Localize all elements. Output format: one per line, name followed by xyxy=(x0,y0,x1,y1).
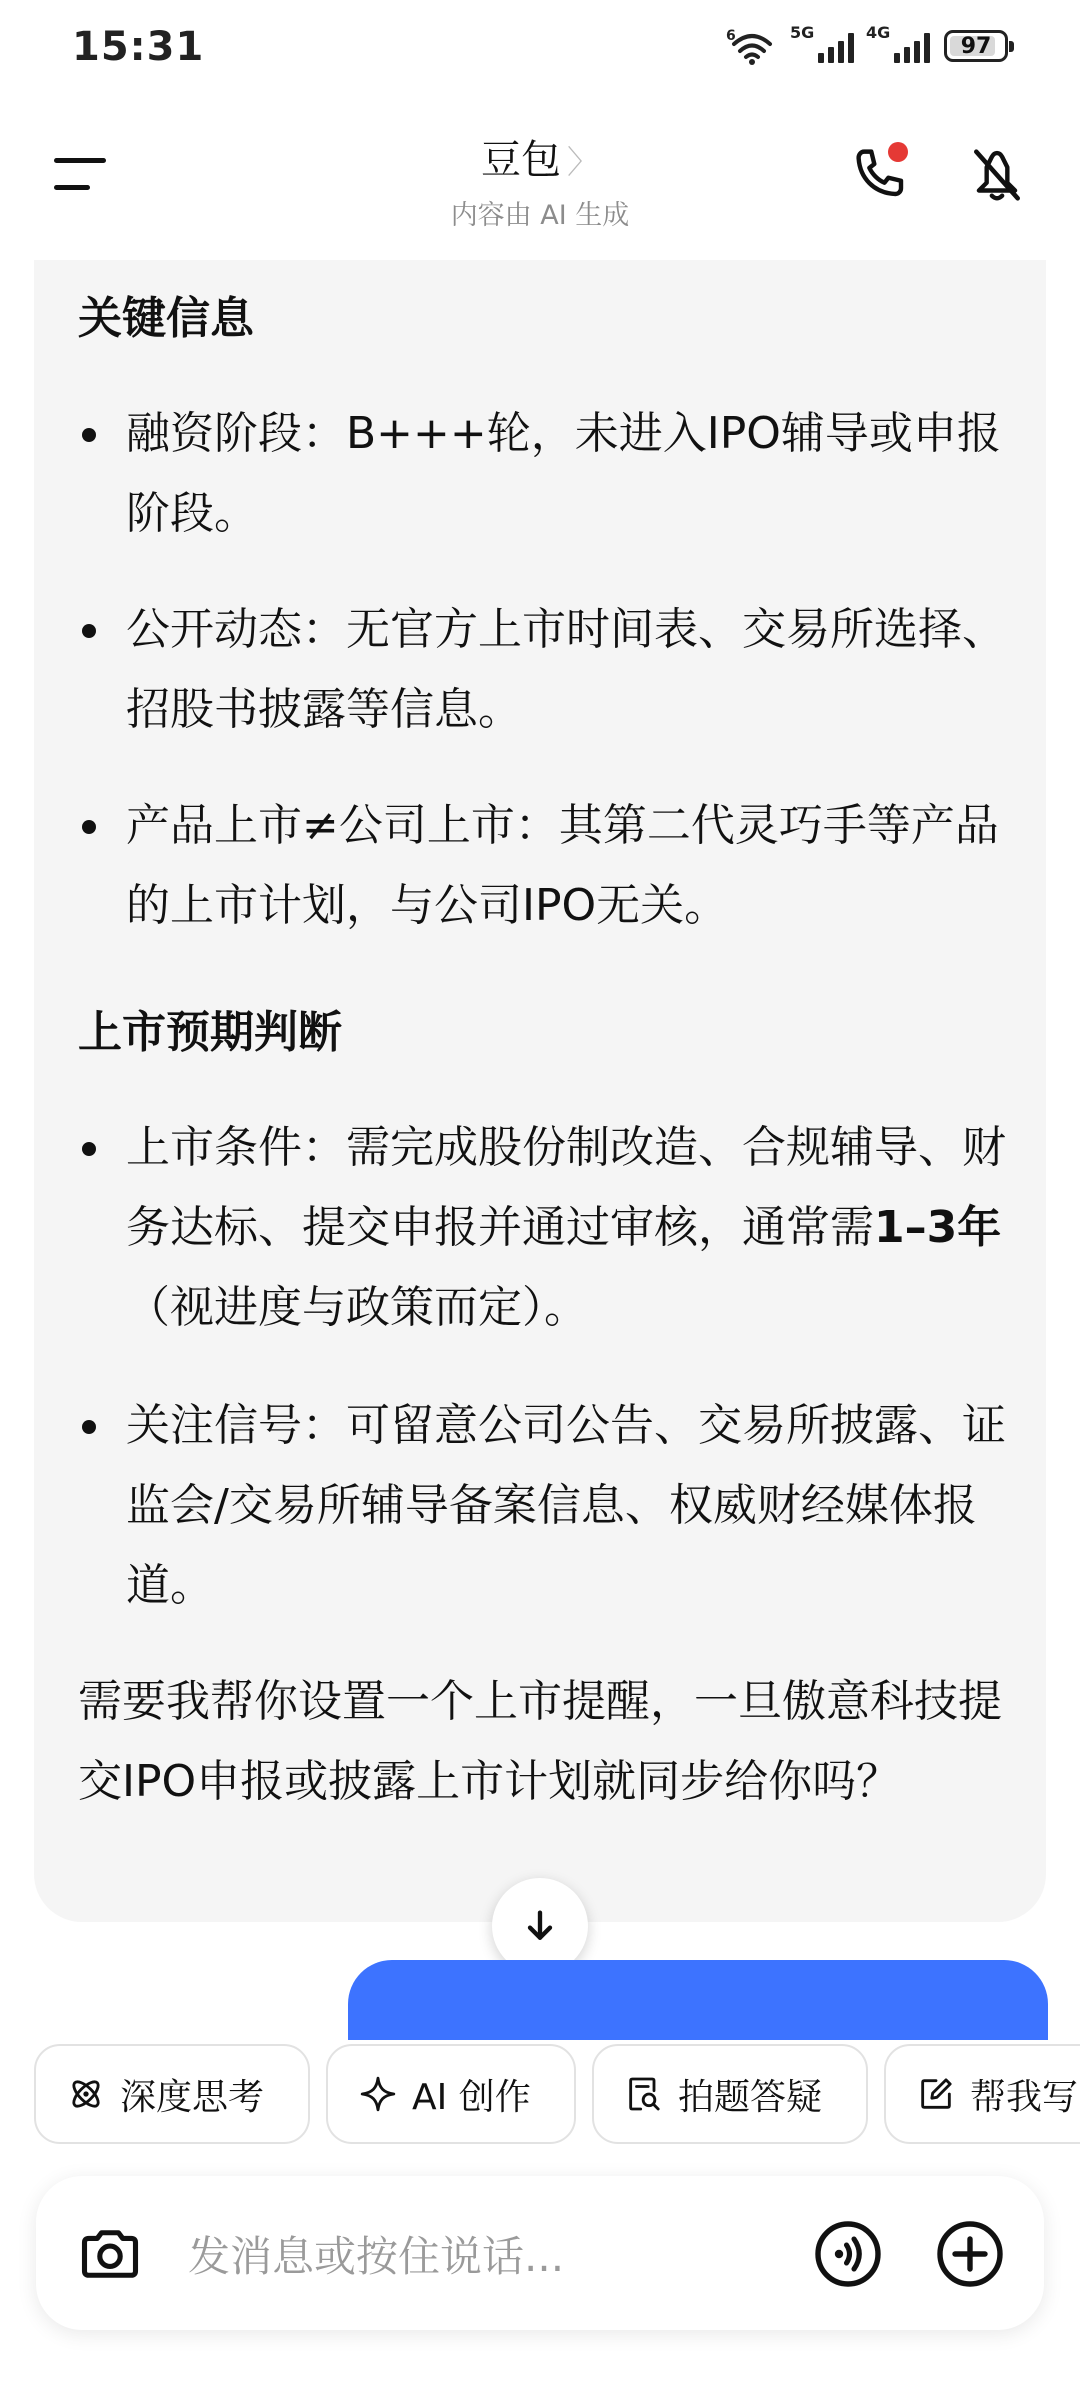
net-4g-label: 4G xyxy=(866,23,891,42)
bullet xyxy=(82,1420,96,1434)
section-title-key-info: 关键信息 xyxy=(78,293,254,344)
list-item xyxy=(78,590,1018,750)
closing-question: 需要我帮你设置一个上市提醒，一旦傲意科技提交IPO申报或披露上市计划就同步给你吗？ xyxy=(78,1676,1002,1807)
status-icons xyxy=(726,23,1008,66)
quick-action-label: AI 创作 xyxy=(412,2076,531,2118)
wifi-label: 6 xyxy=(726,28,736,44)
list-item xyxy=(78,394,1018,554)
signal-4g-icon xyxy=(866,23,930,63)
list-item-text: 公开动态：无官方上市时间表、交易所选择、招股书披露等信息。 xyxy=(126,604,1006,735)
message-input[interactable]: 发消息或按住说话... xyxy=(188,2232,565,2281)
camera-icon[interactable] xyxy=(76,2220,144,2288)
quick-action-photo-question[interactable] xyxy=(592,2044,868,2144)
wifi-icon xyxy=(726,26,778,66)
quick-action-help-write[interactable] xyxy=(884,2044,1080,2144)
doc-search-icon xyxy=(624,2074,664,2114)
chat-title[interactable] xyxy=(0,128,1080,185)
list-item xyxy=(78,786,1018,946)
quick-action-label: 深度思考 xyxy=(120,2076,265,2118)
bot-name: 豆包 xyxy=(480,137,561,183)
quick-action-label: 帮我写 xyxy=(970,2076,1079,2118)
atom-icon xyxy=(66,2074,106,2114)
chevron-right-icon: 〉 xyxy=(566,143,599,181)
net-5g-label: 5G xyxy=(790,23,815,42)
user-message-bubble[interactable] xyxy=(348,1960,1048,2040)
list-item-text: 上市条件：需完成股份制改造、合规辅导、财务达标、提交申报并通过审核，通常需1–3年（视进度与政策而定）。 xyxy=(126,1122,1006,1333)
bullet xyxy=(82,1142,96,1156)
voice-call-icon[interactable] xyxy=(812,2218,884,2290)
signal-5g-icon xyxy=(790,23,854,63)
list-item xyxy=(78,1108,1018,1348)
quick-actions-bar xyxy=(34,2044,1080,2148)
edit-icon xyxy=(916,2074,956,2114)
chat-header xyxy=(0,100,1080,260)
highlight-duration: 1–3年 xyxy=(874,1202,1002,1253)
quick-action-deep-think[interactable] xyxy=(34,2044,310,2144)
ai-disclaimer: 内容由 AI 生成 xyxy=(450,200,630,231)
list-item-text: 产品上市≠公司上市：其第二代灵巧手等产品的上市计划，与公司IPO无关。 xyxy=(126,800,999,931)
list-item-text: 关注信号：可留意公司公告、交易所披露、证监会/交易所辅导备案信息、权威财经媒体报道。 xyxy=(126,1400,1006,1611)
status-time: 15:31 xyxy=(72,24,205,70)
bullet xyxy=(82,820,96,834)
bullet xyxy=(82,428,96,442)
bot-message-card xyxy=(34,260,1046,1922)
bullet xyxy=(82,624,96,638)
speaker-mute-icon[interactable] xyxy=(966,144,1028,206)
chat-title-block[interactable] xyxy=(0,128,1080,232)
section-title-ipo-outlook: 上市预期判断 xyxy=(78,1007,342,1058)
list-item-text: 融资阶段：B+++轮，未进入IPO辅导或申报阶段。 xyxy=(126,408,1001,539)
list-item xyxy=(78,1386,1018,1626)
sparkle-icon xyxy=(358,2074,398,2114)
battery-icon xyxy=(944,30,1008,62)
battery-level: 97 xyxy=(960,33,992,59)
quick-action-ai-create[interactable] xyxy=(326,2044,576,2144)
status-bar xyxy=(0,0,1080,100)
quick-action-label: 拍题答疑 xyxy=(678,2076,823,2118)
message-input-bar[interactable] xyxy=(36,2176,1044,2330)
arrow-down-icon xyxy=(520,1906,560,1946)
notification-dot xyxy=(888,142,908,162)
plus-icon[interactable] xyxy=(934,2218,1006,2290)
